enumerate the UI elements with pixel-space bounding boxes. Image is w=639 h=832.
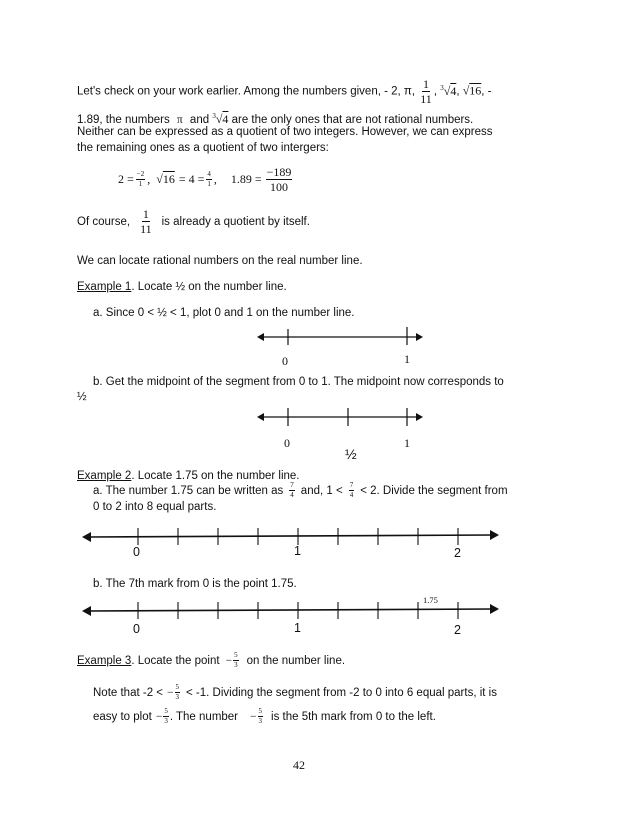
example-title: Example 3 bbox=[77, 654, 132, 667]
fraction-neg2-1 bbox=[136, 171, 145, 188]
fraction-denominator: 1 bbox=[138, 180, 143, 188]
label-0: 0 bbox=[284, 436, 290, 450]
minus-sign: − bbox=[250, 710, 257, 723]
eq-four: = 4 = bbox=[178, 172, 205, 186]
label-1-75: 1.75 bbox=[423, 595, 438, 605]
fraction-denominator: 3 bbox=[175, 693, 179, 701]
example-2-step-a-line2: 0 to 2 into 8 equal parts. bbox=[93, 501, 217, 513]
example-title: Example 1 bbox=[77, 281, 132, 293]
fraction-numerator: −2 bbox=[136, 170, 145, 178]
fraction-denominator: 4 bbox=[290, 491, 294, 499]
fraction-5-3 bbox=[163, 708, 169, 725]
example-text: . Locate 1.75 on the number line. bbox=[131, 470, 300, 482]
of-course-text: is already a quotient by itself. bbox=[161, 215, 310, 228]
fraction-4-1 bbox=[206, 171, 212, 188]
fraction-5-3 bbox=[258, 708, 264, 725]
intro-line-4: the remaining ones as a quotient of two intergers: bbox=[77, 142, 329, 154]
intro-text: 1.89, the numbers bbox=[77, 114, 170, 126]
fraction-numerator: 5 bbox=[175, 683, 179, 691]
minus-sign: − bbox=[155, 710, 163, 723]
fraction-numerator: 5 bbox=[164, 707, 168, 715]
example-1-step-b: b. Get the midpoint of the segment from 0 to 1. The midpoint now corresponds to bbox=[93, 376, 504, 388]
eq-sep: , bbox=[213, 172, 217, 186]
example-text: and, 1 < bbox=[300, 484, 343, 497]
fraction-numerator: 5 bbox=[258, 707, 263, 715]
example-text: on the number line. bbox=[246, 654, 346, 667]
root-radicand: 16 bbox=[469, 83, 482, 98]
fraction-numerator: 4 bbox=[207, 170, 211, 178]
intro-line-1: Let's check on your work earlier. Among the numbers given, - 2, π, $\frac{1}{11}$ , $^3$√4, √16, - bbox=[77, 77, 492, 106]
intro-text: Let's check on your work earlier. Among the numbers given, - 2, π, bbox=[77, 85, 416, 98]
of-course-text: Of course, bbox=[77, 215, 131, 228]
example-text: . The number bbox=[169, 710, 239, 723]
fraction-neg189-100 bbox=[266, 166, 293, 193]
intro-text: and bbox=[189, 114, 210, 126]
example-2-step-a bbox=[93, 482, 508, 499]
example-3-heading bbox=[77, 652, 345, 669]
label-half: ½ bbox=[345, 446, 357, 462]
fraction-numerator: 7 bbox=[290, 481, 294, 489]
pi-symbol: π bbox=[176, 114, 183, 126]
root-index: 3 bbox=[212, 112, 216, 120]
number-line-1 bbox=[255, 325, 425, 347]
example-text: Note that -2 < bbox=[93, 686, 163, 699]
page-number: 42 bbox=[293, 758, 305, 772]
fraction-denominator: 3 bbox=[234, 661, 238, 669]
label-1: 1 bbox=[404, 352, 410, 366]
eq-189: 1.89 = bbox=[230, 172, 262, 186]
fraction-numerator: 1 bbox=[142, 207, 149, 221]
sqrt-16: √16 bbox=[462, 83, 482, 98]
of-course-line bbox=[77, 208, 310, 235]
label-0: 0 bbox=[133, 622, 140, 636]
example-3-note-2 bbox=[93, 708, 436, 725]
example-2-step-b: b. The 7th mark from 0 is the point 1.75. bbox=[93, 578, 297, 590]
example-1-step-b-half: ½ bbox=[77, 391, 87, 403]
fraction-1-11 bbox=[420, 78, 432, 105]
example-1-heading bbox=[77, 280, 287, 294]
cube-root-4: $^3$√4 bbox=[440, 83, 457, 98]
example-text: easy to plot bbox=[93, 710, 152, 723]
fraction-5-3 bbox=[233, 652, 239, 669]
number-line-3 bbox=[80, 523, 500, 547]
intro-tail: , - bbox=[481, 85, 492, 98]
equation-line bbox=[118, 166, 292, 193]
label-1: 1 bbox=[294, 621, 301, 635]
example-text: < 2. Divide the segment from bbox=[360, 484, 508, 497]
label-0: 0 bbox=[133, 545, 140, 559]
fraction-numerator: 1 bbox=[423, 77, 430, 91]
fraction-denominator: 4 bbox=[349, 491, 354, 499]
minus-sign: − bbox=[225, 654, 233, 667]
example-text: . Locate the point bbox=[131, 654, 220, 667]
fraction-denominator: 1 bbox=[207, 180, 211, 188]
sqrt-16: √16 bbox=[156, 172, 175, 186]
intro-text: are the only ones that are not rational numbers. bbox=[231, 114, 474, 126]
fraction-denominator: 11 bbox=[140, 222, 152, 236]
root-radicand: 4 bbox=[222, 112, 229, 126]
cube-root-4: $^3$√4 bbox=[212, 112, 229, 126]
fraction-7-4 bbox=[289, 482, 295, 499]
root-radicand: 16 bbox=[162, 172, 175, 186]
label-1: 1 bbox=[294, 544, 301, 558]
example-3-note-1 bbox=[93, 684, 497, 701]
fraction-1-11 bbox=[140, 208, 152, 235]
label-1: 1 bbox=[404, 436, 410, 450]
fraction-numerator: 5 bbox=[234, 651, 238, 659]
root-index: 3 bbox=[440, 83, 444, 92]
minus-sign: − bbox=[167, 686, 174, 699]
fraction-7-4 bbox=[349, 482, 355, 499]
fraction-denominator: 3 bbox=[164, 717, 168, 725]
fraction-denominator: 100 bbox=[270, 180, 289, 194]
eq-sep: , bbox=[147, 172, 151, 186]
eq-two: 2 = bbox=[118, 172, 134, 186]
intro-line-3: Neither can be expressed as a quotient of two integers. However, we can express bbox=[77, 126, 493, 138]
example-text: is the 5th mark from 0 to the left. bbox=[271, 710, 436, 723]
fraction-5-3 bbox=[175, 684, 181, 701]
fraction-denominator: 3 bbox=[258, 717, 263, 725]
label-0: 0 bbox=[282, 354, 288, 368]
example-2-heading bbox=[77, 469, 300, 483]
number-line-2 bbox=[255, 405, 425, 427]
example-1-step-a: a. Since 0 < ½ < 1, plot 0 and 1 on the number line. bbox=[93, 307, 355, 319]
example-title: Example 2 bbox=[77, 470, 132, 482]
locate-line: We can locate rational numbers on the real number line. bbox=[77, 255, 363, 267]
label-2: 2 bbox=[454, 546, 461, 560]
example-text: a. The number 1.75 can be written as bbox=[93, 484, 284, 497]
root-radicand: 4 bbox=[450, 83, 457, 98]
fraction-numerator: −189 bbox=[266, 165, 292, 179]
fraction-numerator: 7 bbox=[349, 481, 354, 489]
label-2: 2 bbox=[454, 623, 461, 637]
example-text: < -1. Dividing the segment from -2 to 0 into 6 equal parts, it is bbox=[186, 686, 497, 699]
fraction-denominator: 11 bbox=[420, 92, 432, 106]
example-text: . Locate ½ on the number line. bbox=[131, 281, 287, 293]
